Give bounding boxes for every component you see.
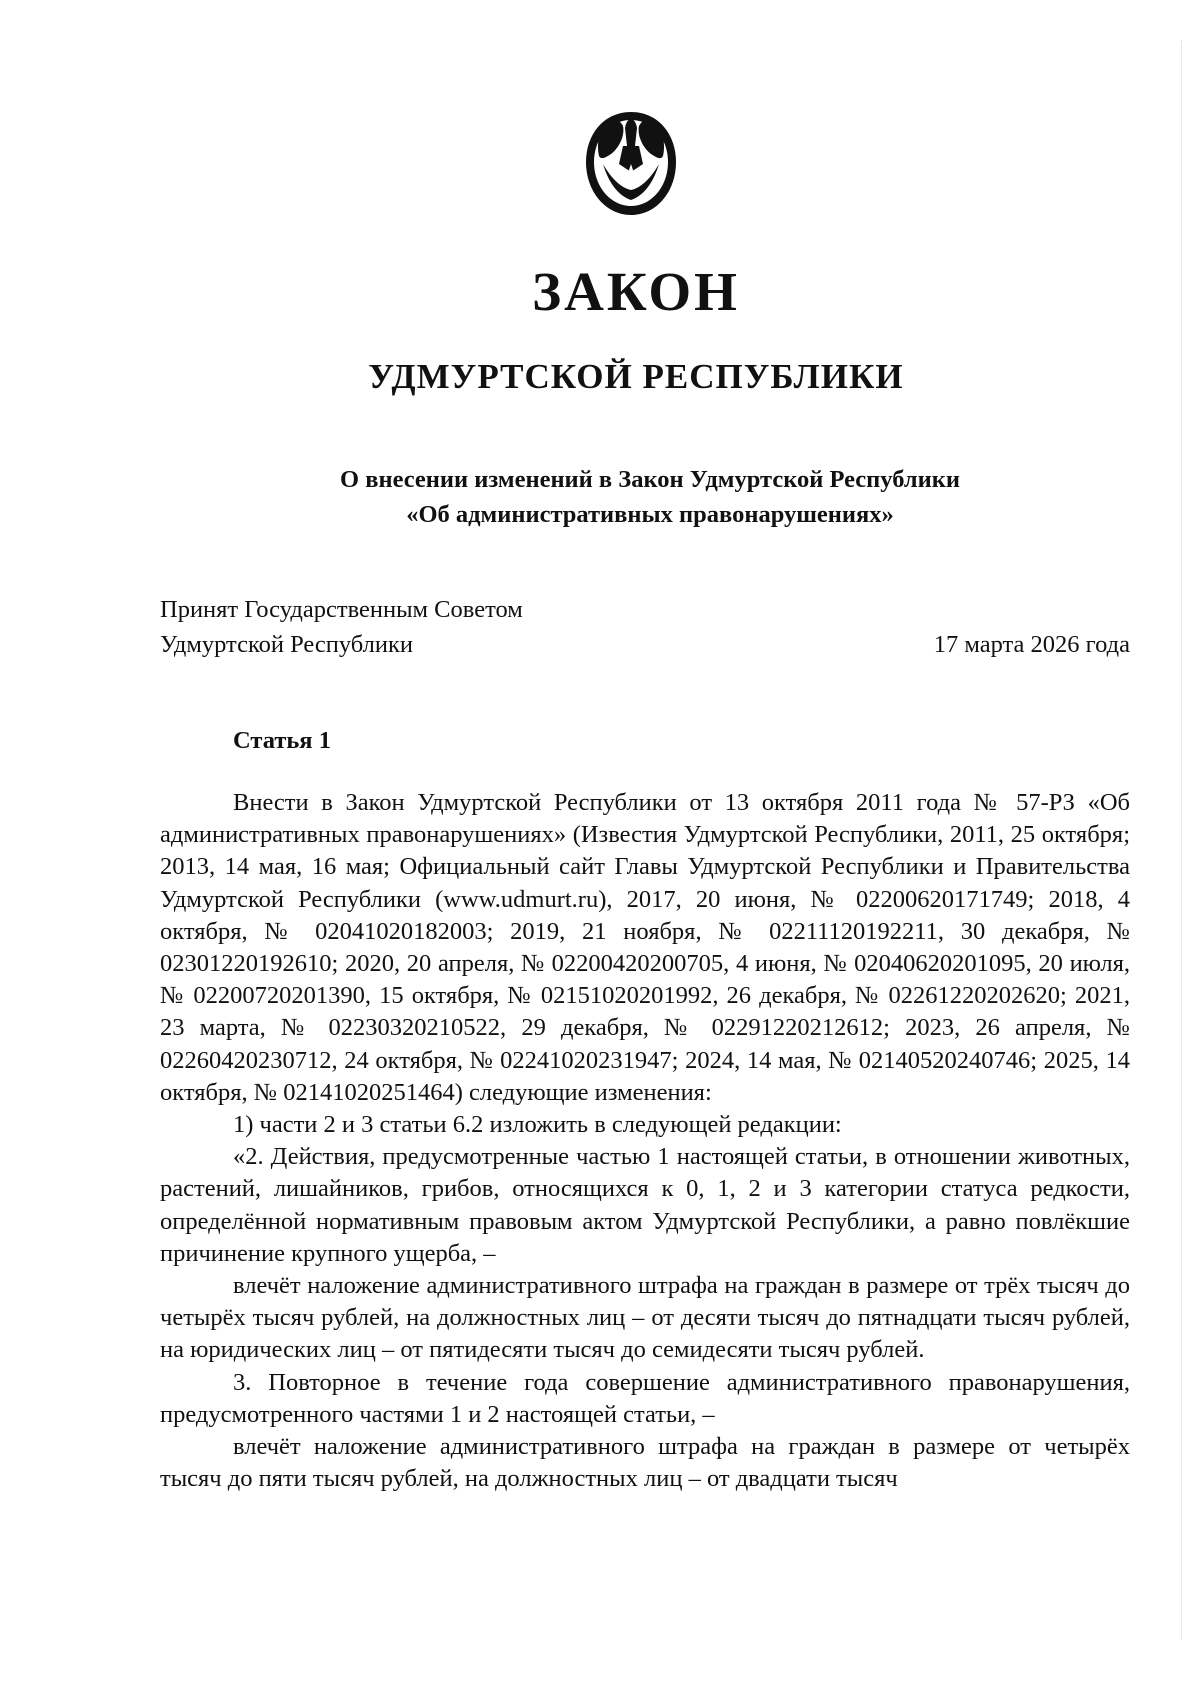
coat-of-arms-icon <box>579 98 683 226</box>
article-paragraph: Внести в Закон Удмуртской Республики от 13 октября 2011 года № 57-РЗ «Об административных правонарушениях» (Известия Удмуртской Республики, 2011, 25 октября; 2013, 14 мая, 16 мая; Официальный сайт Главы Удмуртской Республики и Правительства Удмуртской Республики (www.udmurt.ru), 2017, 20 июня, № 02200620171749; 2018, 4 октября, № 02041020182003; 2019, 21 ноября, № 02211120192211, 30 декабря, № 02301220192610; 2020, 20 апреля, № 02200420200705, 4 июня, № 02040620201095, 20 июля, № 02200720201390, 15 октября, № 02151020201992, 26 декабря, № 02261220202620; 2021, 23 марта, № 02230320210522, 29 декабря, № 02291220212612; 2023, 26 апреля, № 02260420230712, 24 октября, № 02241020231947; 2024, 14 мая, № 02140520240746; 2025, 14 октября, № 02141020251464) следующие изменения: <box>160 789 1130 1106</box>
article-paragraph: влечёт наложение административного штрафа на граждан в размере от трёх тысяч до четырёх тысяч рублей, на должностных лиц – от десяти тысяч до пятнадцати тысяч рублей, на юридических лиц – от пятидесяти тысяч до семидесяти тысяч рублей. <box>160 1272 1130 1364</box>
document-subtitle: УДМУРТСКОЙ РЕСПУБЛИКИ <box>368 357 904 396</box>
article-paragraph: «2. Действия, предусмотренные частью 1 настоящей статьи, в отношении животных, растений, лишайников, грибов, относящихся к 0, 1, 2 и 3 категории статуса редкости, определённой нормативным правовым актом Удмуртской Республики, а равно повлёкшие причинение крупного ущерба, – <box>160 1143 1130 1267</box>
law-subject-line: «Об административных правонарушениях» <box>406 501 894 528</box>
article-paragraph: 3. Повторное в течение года совершение административного правонарушения, предусмотренного частями 1 и 2 настоящей статьи, – <box>160 1368 1130 1428</box>
document-title: ЗАКОН <box>532 261 740 322</box>
adoption-date: 17 марта 2026 года <box>933 631 1130 658</box>
adoption-line: Принят Государственным Советом <box>160 596 523 623</box>
article-heading: Статья 1 <box>233 727 331 754</box>
article-paragraph: влечёт наложение административного штрафа на граждан в размере от четырёх тысяч до пяти тысяч рублей, на должностных лиц – от двадцати тысяч <box>160 1433 1130 1493</box>
article-body <box>160 787 1130 1495</box>
article-paragraph: 1) части 2 и 3 статьи 6.2 изложить в следующей редакции: <box>233 1111 842 1139</box>
law-subject-line: О внесении изменений в Закон Удмуртской Республики <box>340 466 960 493</box>
adoption-line: Удмуртской Республики <box>160 631 413 658</box>
law-subject <box>0 462 1200 532</box>
adoption-block <box>160 592 1130 662</box>
